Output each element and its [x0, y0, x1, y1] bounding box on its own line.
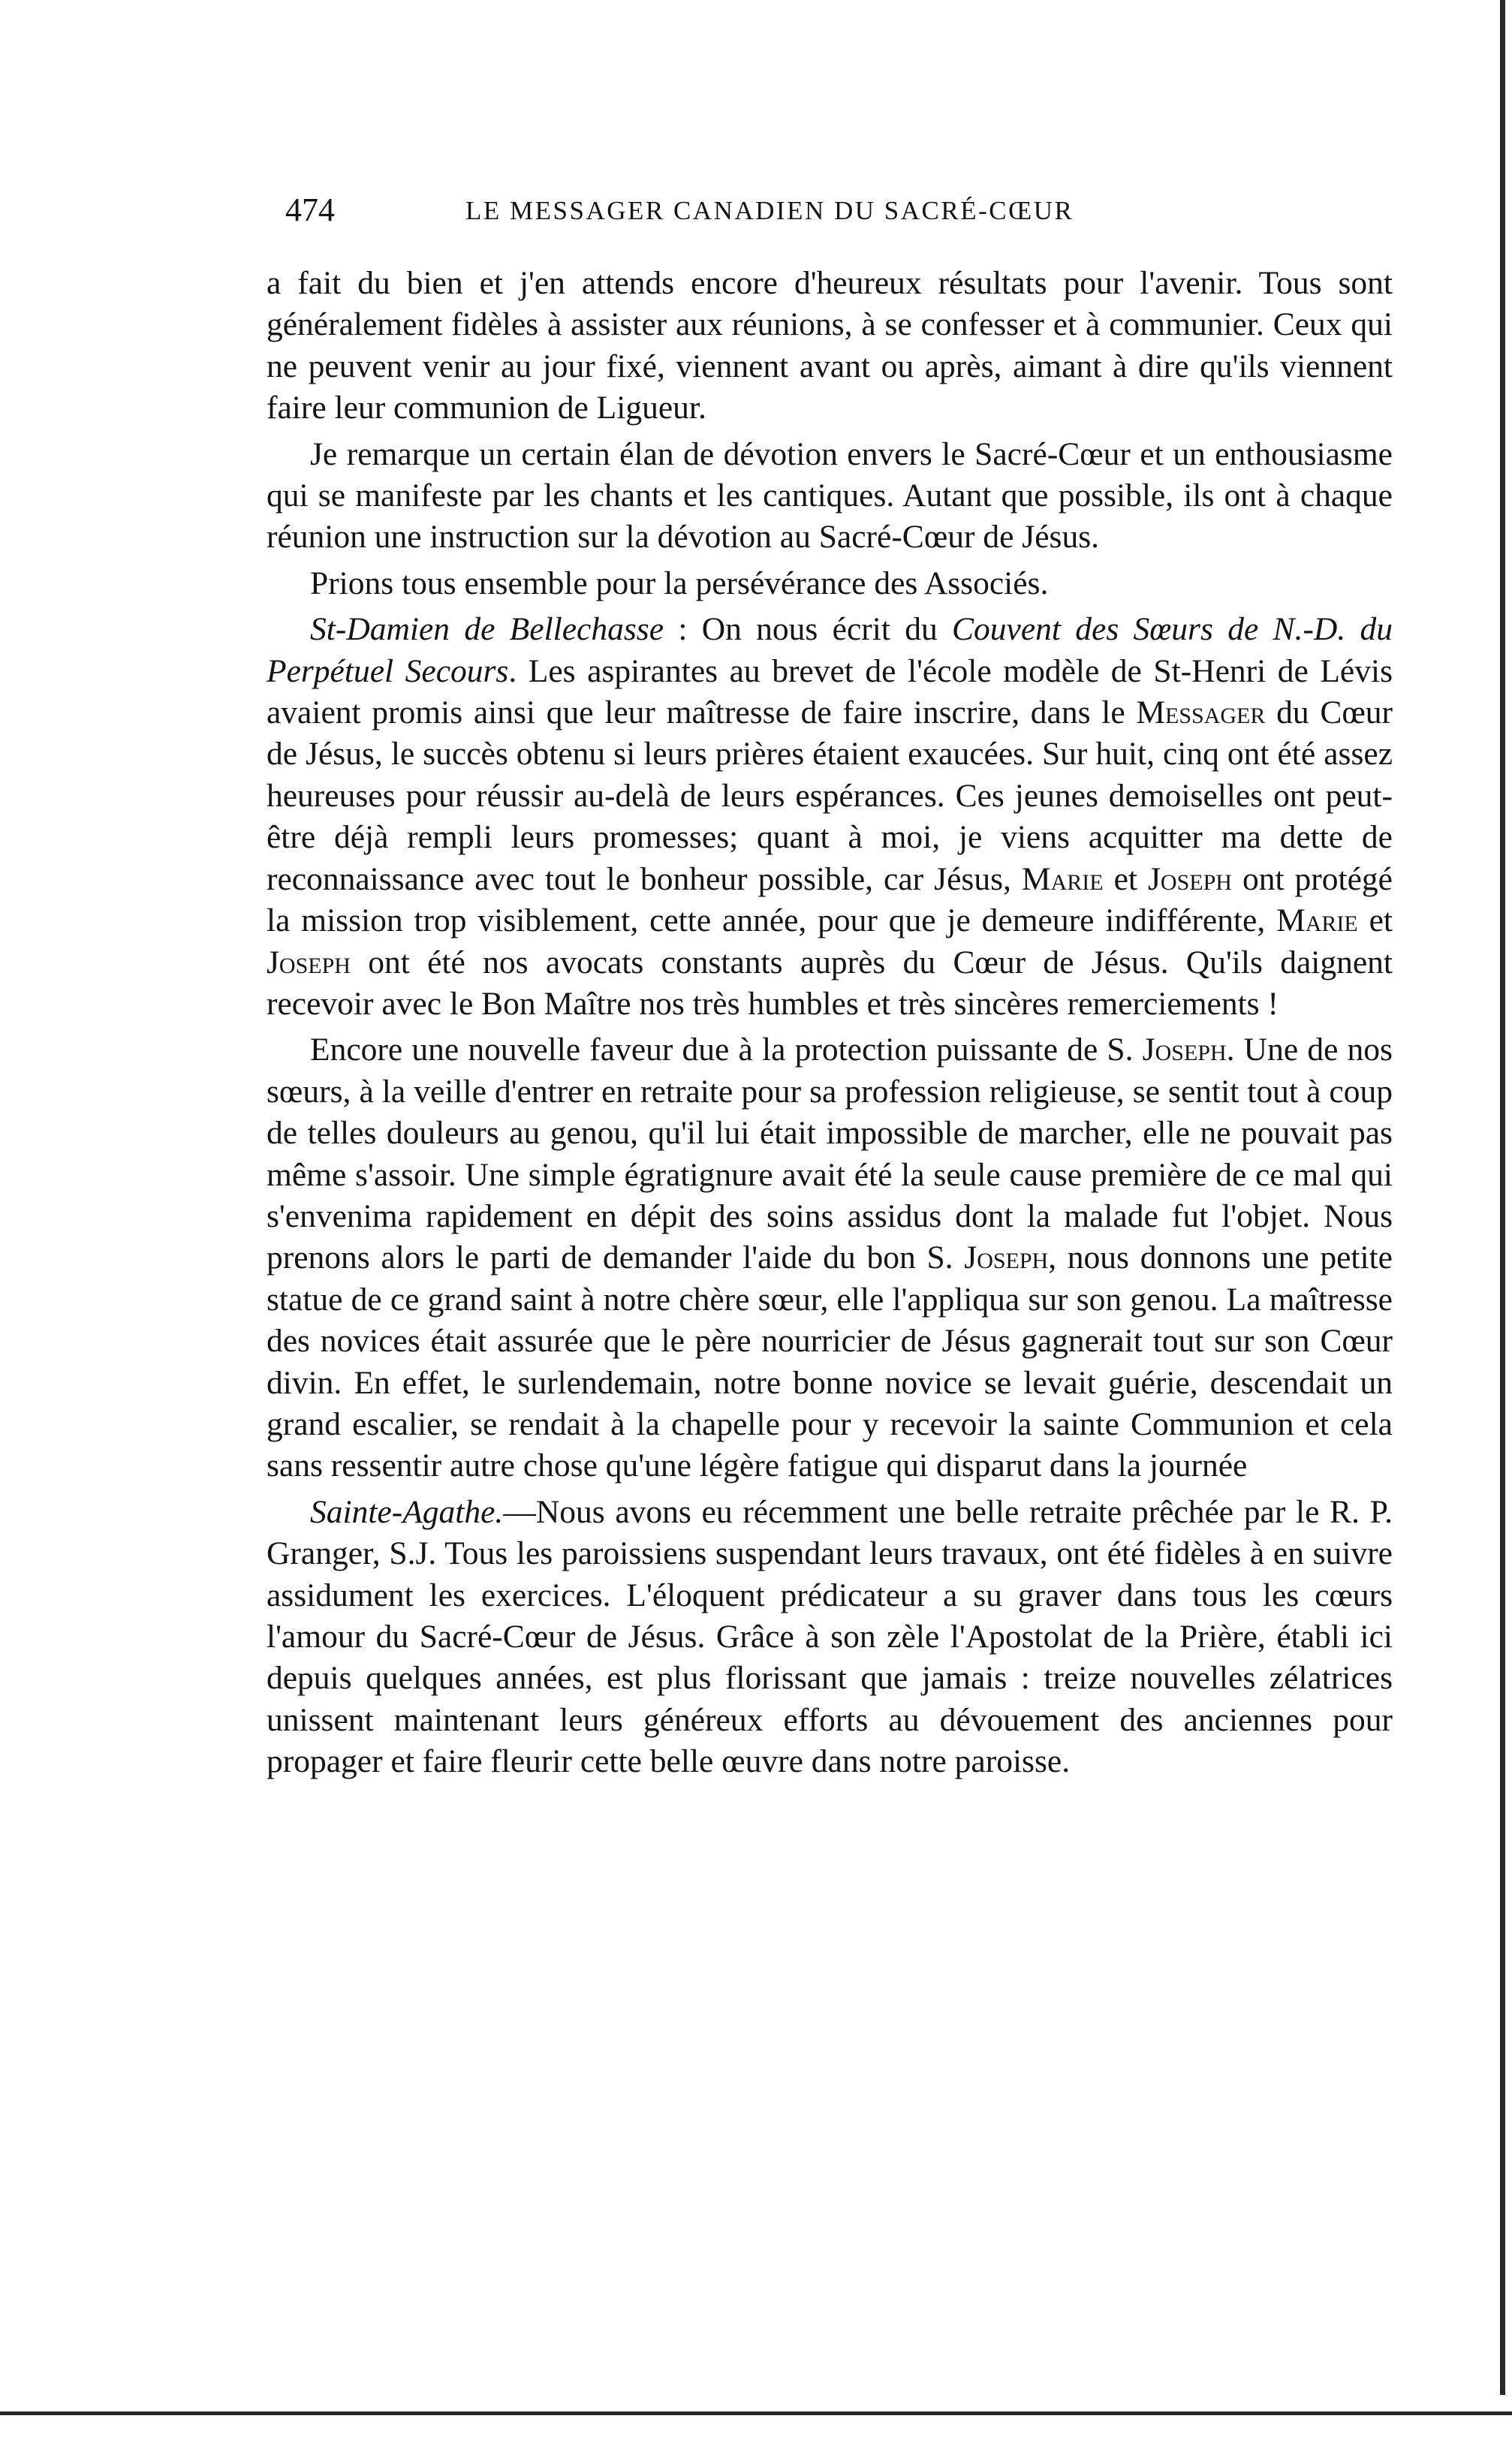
place-name-st-damien: St-Damien de Bellechasse — [310, 611, 664, 648]
messager-name: Messager — [1136, 694, 1266, 731]
name-joseph: Joseph — [964, 1240, 1049, 1276]
text-run: et — [1103, 860, 1148, 897]
text-run: Encore une nouvelle faveur due à la protection puissante de S. — [310, 1032, 1143, 1068]
text-run: . Les aspirantes au brevet de l'école modèle de St-Henri de Lévis avaient promis ainsi que leur maîtresse de faire inscrire, dans le — [267, 652, 1393, 731]
name-joseph: Joseph — [267, 944, 351, 981]
text-run: du Cœur de Jésus, le succès obtenu si leurs prières étaient exaucées. Sur huit, cinq ont été assez heureuses pour réussir au-delà de leurs espérances. Ces jeunes demoiselles ont peut-être déjà rempli leurs promesses; quant à moi, je viens acquitter ma dette de reconnaissance avec tout le bonheur possible, car Jésus, — [267, 694, 1393, 897]
name-joseph: Joseph — [1148, 860, 1232, 897]
paragraph-continuation: a fait du bien et j'en attends encore d'heureux résultats pour l'avenir. Tous sont généralement fidèles à assister aux réunions, à se confesser et à communier. Ceux qui ne peuvent venir au jour fixé, viennent avant ou après, aimant à dire qu'ils viennent faire leur communion de Ligueur. — [267, 265, 1393, 426]
text-run: : On nous écrit du — [664, 611, 952, 648]
bottom-page-border — [0, 2411, 1512, 2415]
page-header — [285, 188, 1396, 240]
text-run: ont été nos avocats constants auprès du Cœur de Jésus. Qu'ils daignent recevoir avec le Bon Maître nos très humbles et très sincères remerciements ! — [267, 944, 1393, 1022]
convent-name: Couvent des Sœurs de N.-D. du Perpétuel Secours — [267, 611, 1393, 689]
right-page-border — [1500, 0, 1505, 2395]
text-run: et — [1357, 902, 1393, 939]
text-run: —Nous avons eu récemment une belle retraite prêchée par le R. P. Granger, S.J. Tous les paroissiens suspendant leurs travaux, ont été fidèles à en suivre assidument les exercices. L'éloquent prédicateur a su graver dans tous les cœurs l'amour du Sacré-Cœur de Jésus. Grâce à son zèle l'Apostolat de la Prière, établi ici depuis quelques années, est plus florissant que jamais : treize nouvelles zélatrices unissent maintenant leurs généreux efforts au dévouement des anciennes pour propager et faire fleurir cette belle œuvre dans notre paroisse. — [267, 1493, 1393, 1780]
paragraph-prayer: Prions tous ensemble pour la persévérance des Associés. — [310, 565, 1049, 601]
paragraph-st-joseph-favour — [267, 1029, 1393, 1487]
paragraph-devotion: Je remarque un certain élan de dévotion envers le Sacré-Cœur et un enthousiasme qui se manifeste par les chants et les cantiques. Autant que possible, ils ont à chaque réunion une instruction sur la dévotion au Sacré-Cœur de Jésus. — [267, 435, 1393, 556]
text-run: . Une de nos sœurs, à la veille d'entrer en retraite pour sa profession religieuse, se sentit tout à coup de telles douleurs au genou, qu'il lui était impossible de marcher, elle ne pouvait pas même s'assoir. Une simple égratignure avait été la seule cause première de ce mal qui s'envenima rapidement en dépit des soins assidus dont la malade fut l'objet. Nous prenons alors le parti de demander l'aide du bon S. — [267, 1032, 1393, 1276]
name-marie: Marie — [1276, 902, 1358, 939]
paragraph-sainte-agathe — [267, 1492, 1393, 1783]
text-run: ont protégé la mission trop visiblement, cette année, pour que je demeure indifférente, — [267, 860, 1393, 939]
place-name-sainte-agathe: Sainte-Agathe. — [310, 1493, 504, 1530]
page-number: 474 — [285, 191, 335, 228]
name-joseph: Joseph — [1142, 1032, 1227, 1068]
article-body — [267, 263, 1393, 1788]
running-title: LE MESSAGER CANADIEN DU SACRÉ-CŒUR — [465, 196, 1074, 225]
text-run: , nous donnons une petite statue de ce grand saint à notre chère sœur, elle l'appliqua sur son genou. La maîtresse des novices était assurée que le père nourricier de Jésus gagnerait tout sur son Cœur divin. En effet, le surlendemain, notre bonne novice se levait guérie, descendait un grand escalier, se rendait à la chapelle pour y recevoir la sainte Communion et cela sans ressentir autre chose qu'une légère fatigue qui disparut dans la journée — [267, 1240, 1393, 1484]
name-marie: Marie — [1021, 860, 1104, 897]
paragraph-st-damien — [267, 609, 1393, 1025]
